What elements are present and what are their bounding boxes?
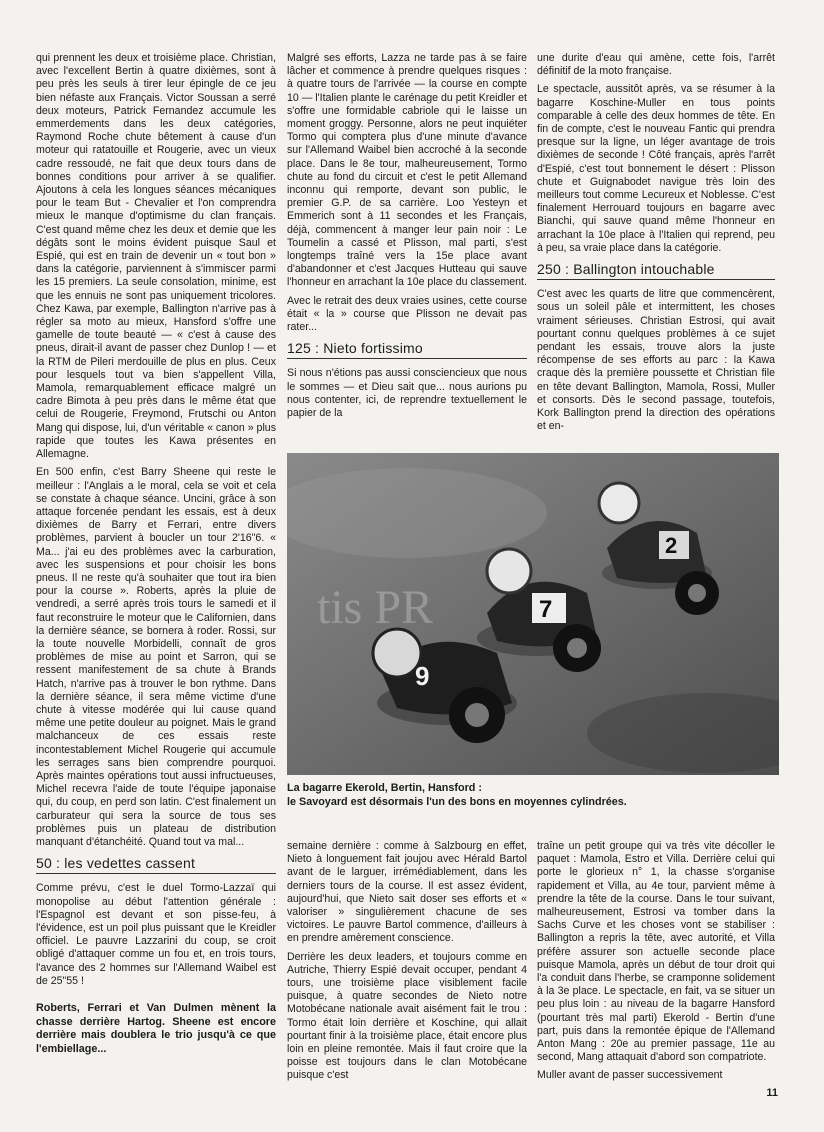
photo-caption <box>287 782 779 809</box>
paragraph: semaine dernière : comme à Salzbourg en effet, Nieto à longuement fait joujou avec Hérald Bartol avant de le larguer, irrémédiablement, dans les derniers tours de la course. Il est assez évident, aujourd'hui, que Nieto sait doser ses efforts et « valoriser » singulièrement chacune de ses victoires. Le pauvre Bartol commence, d'ailleurs à en prendre amèrement conscience. <box>287 840 527 945</box>
column-left <box>36 52 276 1061</box>
paragraph: traîne un petit groupe qui va très vite décoller le paquet : Mamola, Estro et Villa. Derrière celui qui porte le glorieux n° 1, la chasse s'organise rapidement et Villa, au 4e tour, parvient même à prendre la tête de la course. Dans le tour suivant, malheureusement, Estrosi va tomber dans la Sachs Curve et les choses vont se stabiliser : Ballington a repris la tête, avec autorité, et Villa préfère assurer son actuelle seconde place puisque Mamola, après un début de tour droit qui l'a conduit dans l'herbe, se cramponne solidement à la 3e place. Le spectacle, en fait, va se situer un peu plus loin : au niveau de la bagarre Hansford (pourtant très mal parti) Ekerold - Bertin d'une part, puis dans la remontée épique de l'Allemand Anton Mang : 20e au premier passage, 11e au second, Mang attaquait d'abord son compatriote. <box>537 840 775 1064</box>
column-right-bottom <box>537 840 775 1088</box>
rider-number-7: 7 <box>539 596 553 623</box>
watermark: tis PR <box>317 581 434 634</box>
column-middle-bottom <box>287 840 527 1088</box>
race-photo-illustration <box>287 453 779 775</box>
paragraph: qui prennent les deux et troisième place. Christian, avec l'excellent Bertin à quatre dixièmes, sont à peu près les seuls à tirer leur épingle de ce jeu bien néfaste aux Français. Victor Soussan a serré deux moteurs, Patrick Fernandez accumule les emmerdements dans les deux catégories, Raymond Roche chute bêtement à cause d'un moteur qui ratatouille et Rougerie, avec un vieux cadre ressoudé, ne fait que deux tours dans de bonnes conditions pour arriver à se qualifier. Ajoutons à cela les longues séances mécaniques pour le team But - Chevalier et l'on comprendra mieux le manque d'optimisme du clan français. C'est quand même chez les deux et demie que les dégâts sont le moins évident puisque Saul et Espié, qui est en train de devenir un « tout bon » dans la catégorie, parviennent à s'immiscer parmi les 15 premiers. La seule consolation, minime, est que les ennuis ne sont pas uniquement tricolores. Chez Kawa, par exemple, Ballington n'arrive pas à régler sa moto au mieux, Hansford s'offre une gamelle de toute beauté — « c'est à cause des pneus, dirait-il avant de passer chez Dunlop ! — et la RTM de Pileri merdouille de plus en plus. Ceux pour lesquels tout va bien s'appellent Villa, Mamola, remarquablement efficace malgré un cadre Bimota à peu près dans le même état que celui de Rougerie, Freymond, Frutschi ou Anton Mang qui dispose, lui, d'un véritable « canon » plus rapide que toutes les Kawa présentes en Allemagne. <box>36 52 276 461</box>
section-heading-250cc: 250 : Ballington intouchable <box>537 263 775 280</box>
paragraph: Comme prévu, c'est le duel Tormo-Lazzaï qui monopolise au début l'attention générale : l'Espagnol est devant et son pisse-feu, à l'évidence, est un poil plus puissant que le Kreidler officiel. Le pauvre Lazzarini du coup, se croit obligé d'attaquer comme un fou et, en trois tours, l'avance des 2 hommes sur l'Allemand Waibel est de 25"55 ! <box>36 882 276 987</box>
caption-line-2: le Savoyard est désormais l'un des bons en moyennes cylindrées. <box>287 795 627 808</box>
column-right <box>537 52 775 438</box>
paragraph: En 500 enfin, c'est Barry Sheene qui reste le meilleur : l'Anglais a le moral, cela se voit et cela se constate à chaque séance. Uncini, grâce à son attaque forcenée pendant les essais, est à deux dixièmes de Barry et Ferrari, entre divers problèmes, parvient à boucler un tour 2'16"6. « Ma... j'ai eu des problèmes avec la carburation, avec les suspensions et pour choisir les bons pneus. Il ne reste qu'à souhaiter que tout ira bien pour la course ». Roberts, après la pluie de vendredi, a serré après trois tours le samedi et il faut reconstruire le moteur que le Californien, dans la dernière séance, se bornera à roder. Rossi, sur la toute nouvelle Morbidelli, connaît de gros problèmes de mise au point et Sarron, qui se ressent manifestement de sa chute à Brands Hatch, n'arrive pas à trouver le bon rythme. Dans la dernière séance, il sera même victime d'une chute à vitesse modérée qui lui cause quand même une petite douleur au poignet. Mais le grand malchanceux de ces essais reste incontestablement Michel Rougerie qui accumule les serrages sans bien comprendre pourquoi. Après maintes opérations tout aussi infructueuses, Michel recevra l'aide de toute l'équipe japonaise qui, du coup, en perd son latin. C'est finalement un carburateur qui sera la source de tous ses problèmes puis un plateau de distribution manquant d'étanchéité. Quand tout va mal... <box>36 466 276 848</box>
photo-caption-left: Roberts, Ferrari et Van Dulmen mènent la chasse derrière Hartog. Sheene est encore derrière mais doublera le trio jusqu'à ce que l'embiellage... <box>36 1002 276 1055</box>
page-number: 11 <box>766 1087 778 1099</box>
rider-number-9: 9 <box>415 661 430 691</box>
paragraph: Si nous n'étions pas aussi consciencieux que nous le sommes — et Dieu sait que... nous aurions pu nous contenter, ici, de reprendre textuellement le papier de la <box>287 367 527 420</box>
paragraph: Avec le retrait des deux vraies usines, cette course était « la » course que Plisson ne devait pas rater... <box>287 294 527 334</box>
section-heading-50cc: 50 : les vedettes cassent <box>36 857 276 874</box>
paragraph: Derrière les deux leaders, et toujours comme en Autriche, Thierry Espié devait occuper, pendant 4 tours, une troisième place visiblement facile puisque, à quatre secondes de Nieto notre Motobécane nationale avait aisément fait le trou : Tormo était loin derrière et Koschine, qui allait pourtant finir à la troisième place, était encore plus loin en pleine remontée. Mais il faut croire que la poisse est toujours dans le clan Motobécane puisque c'est <box>287 950 527 1082</box>
paragraph: Malgré ses efforts, Lazza ne tarde pas à se faire lâcher et commence à prendre quelques risques : à quatre tours de l'arrivée — la course en compte 10 — l'Italien plante le carénage du petit Kreidler et s'offre une formidable cabriole qui le laisse un moment groggy. Personne, alors ne peut inquiéter Tormo qui comptera plus d'une minute d'avance sur l'Allemand Waibel bien accroché à la seconde place. Dans le 8e tour, malheureusement, Tormo chute au fond du circuit et c'est le petit Allemand inconnu qui remporte, devant son public, le premier G.P. de sa carrière. Loo Yesteyn et Emmerich sont à 11 secondes et les Français, déjà, commencent à manger leur pain noir : Le Toumelin a cassé et Plisson, mal parti, s'est longtemps traîné vers la 15e place avant d'abandonner et c'est Jacques Hutteau qui sauve l'honneur en arrachant la 10e place du classement. <box>287 52 527 289</box>
section-heading-125cc: 125 : Nieto fortissimo <box>287 342 527 359</box>
paragraph: C'est avec les quarts de litre que commencèrent, sous un soleil pâle et intermittent, les choses vraiment sérieuses. Christian Estrosi, qui avait pourtant connu quelques problèmes à ce sujet pendant les essais, trouve alors la juste récompense de ses efforts au parc : la Kawa craque dès la première poussette et Christian file en tête devant Ballington, Mamola, Rossi, Muller et consorts. Dès le second passage, toutefois, Kork Ballington prend la direction des opérations et en- <box>537 288 775 433</box>
race-photo <box>287 453 779 775</box>
paragraph: une durite d'eau qui amène, cette fois, l'arrêt définitif de la moto française. <box>537 52 775 78</box>
caption-line-1: La bagarre Ekerold, Bertin, Hansford : <box>287 782 482 794</box>
paragraph: Le spectacle, aussitôt après, va se résumer à la bagarre Koschine-Muller en tous points comparable à celle des deux hommes de tête. En fin de compte, c'est le nouveau Fantic qui prendra presque sur la ligne, un léger avantage de trois dixièmes de seconde ! Côté français, après l'arrêt d'Espié, c'est tout bonnement le désert : Plisson chute et Guignabodet navigue très loin des meilleurs tout comme Lecureux et Noblesse. C'est finalement Herrouard toujours en bagarre avec Bianchi, qui sauve quand même l'honneur en arrachant la 10e place à l'Italien qui reprend, peu à peu, sa vraie place dans la catégorie. <box>537 83 775 254</box>
column-middle <box>287 52 527 425</box>
rider-number-2: 2 <box>665 533 678 558</box>
paragraph: Muller avant de passer successivement <box>537 1069 723 1082</box>
